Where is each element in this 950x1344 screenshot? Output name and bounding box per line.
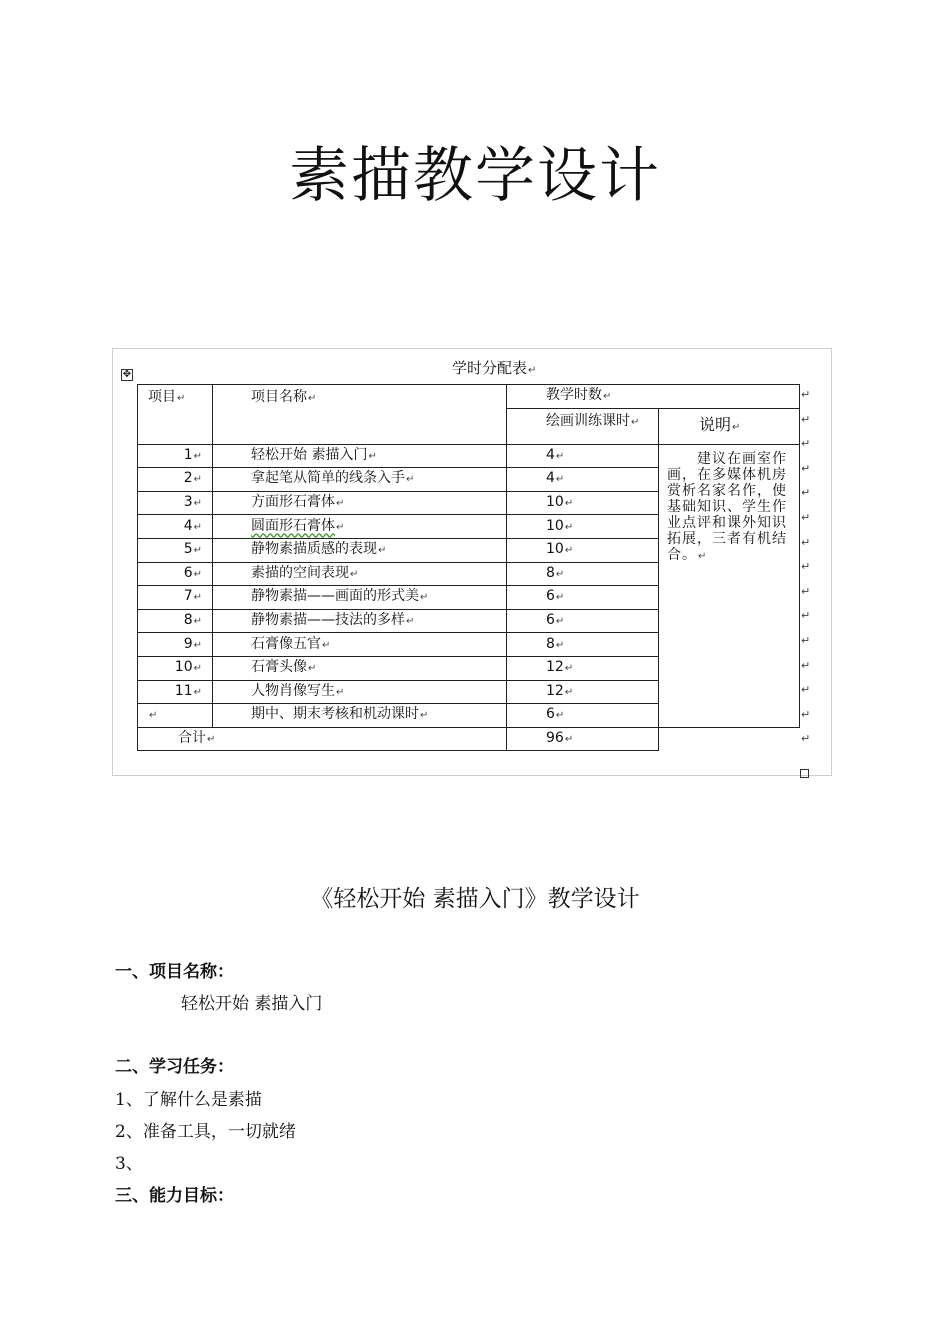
section-heading-tasks: 二、学习任务： xyxy=(115,1057,234,1077)
table-row: 4↵ 圆面形石膏体↵ 10↵ xyxy=(138,515,800,539)
table-caption: 学时分配表↵ xyxy=(452,359,537,377)
header-note: 说明↵ xyxy=(659,408,800,444)
table-row: 9↵ 石膏像五官↵ 8↵ xyxy=(138,633,800,657)
header-item: 项目↵ xyxy=(138,385,213,445)
header-hours: 教学时数↵ xyxy=(507,385,800,409)
row-end-marks: ↵ ↵ ↵ ↵ ↵ ↵ ↵ ↵ ↵ ↵ ↵ ↵ ↵ ↵ ↵ xyxy=(801,388,811,746)
table-row: 2↵ 拿起笔从简单的线条入手↵ 4↵ xyxy=(138,468,800,492)
header-name: 项目名称↵ xyxy=(213,385,507,445)
table-row: 1↵ 轻松开始 素描入门↵ 4↵ 建议在画室作画，在多媒体机房赏析名家名作，使基础知识、学生作业点评和课外知识拓展，三者有机结合。↵ xyxy=(138,444,800,468)
total-label: 合计↵ xyxy=(138,727,507,751)
total-hours: 96↵ xyxy=(507,727,659,751)
hours-allocation-table xyxy=(137,384,800,751)
table-row: ↵ 期中、期末考核和机动课时↵ 6↵ xyxy=(138,704,800,728)
section-heading-ability: 三、能力目标： xyxy=(115,1186,234,1206)
table-header-row xyxy=(138,385,800,409)
task-item: 2、准备工具，一切就绪 xyxy=(115,1122,296,1142)
table-row: 5↵ 静物素描质感的表现↵ 10↵ xyxy=(138,538,800,562)
table-total-row xyxy=(138,727,800,751)
table-row: 6↵ 素描的空间表现↵ 8↵ xyxy=(138,562,800,586)
table-row: 7↵ 静物素描——画面的形式美↵ 6↵ xyxy=(138,586,800,610)
table-move-handle-icon[interactable]: ✥ xyxy=(122,369,132,380)
table-row: 3↵ 方面形石膏体↵ 10↵ xyxy=(138,491,800,515)
table-row: 11↵ 人物肖像写生↵ 12↵ xyxy=(138,680,800,704)
table-row: 10↵ 石膏头像↵ 12↵ xyxy=(138,656,800,680)
project-name-text: 轻松开始 素描入门 xyxy=(181,994,323,1014)
section-title: 《轻松开始 素描入门》教学设计 xyxy=(310,886,640,912)
table-resize-handle[interactable] xyxy=(800,769,809,778)
page-title: 素描教学设计 xyxy=(289,141,661,211)
header-training-hours: 绘画训练课时↵ xyxy=(507,408,659,444)
task-item: 3、 xyxy=(115,1154,143,1174)
table-row: 8↵ 静物素描——技法的多样↵ 6↵ xyxy=(138,609,800,633)
note-cell: 建议在画室作画，在多媒体机房赏析名家名作，使基础知识、学生作业点评和课外知识拓展，三者有机结合。↵ xyxy=(659,444,800,727)
section-heading-project: 一、项目名称： xyxy=(115,962,234,982)
task-item: 1、了解什么是素描 xyxy=(115,1090,262,1110)
